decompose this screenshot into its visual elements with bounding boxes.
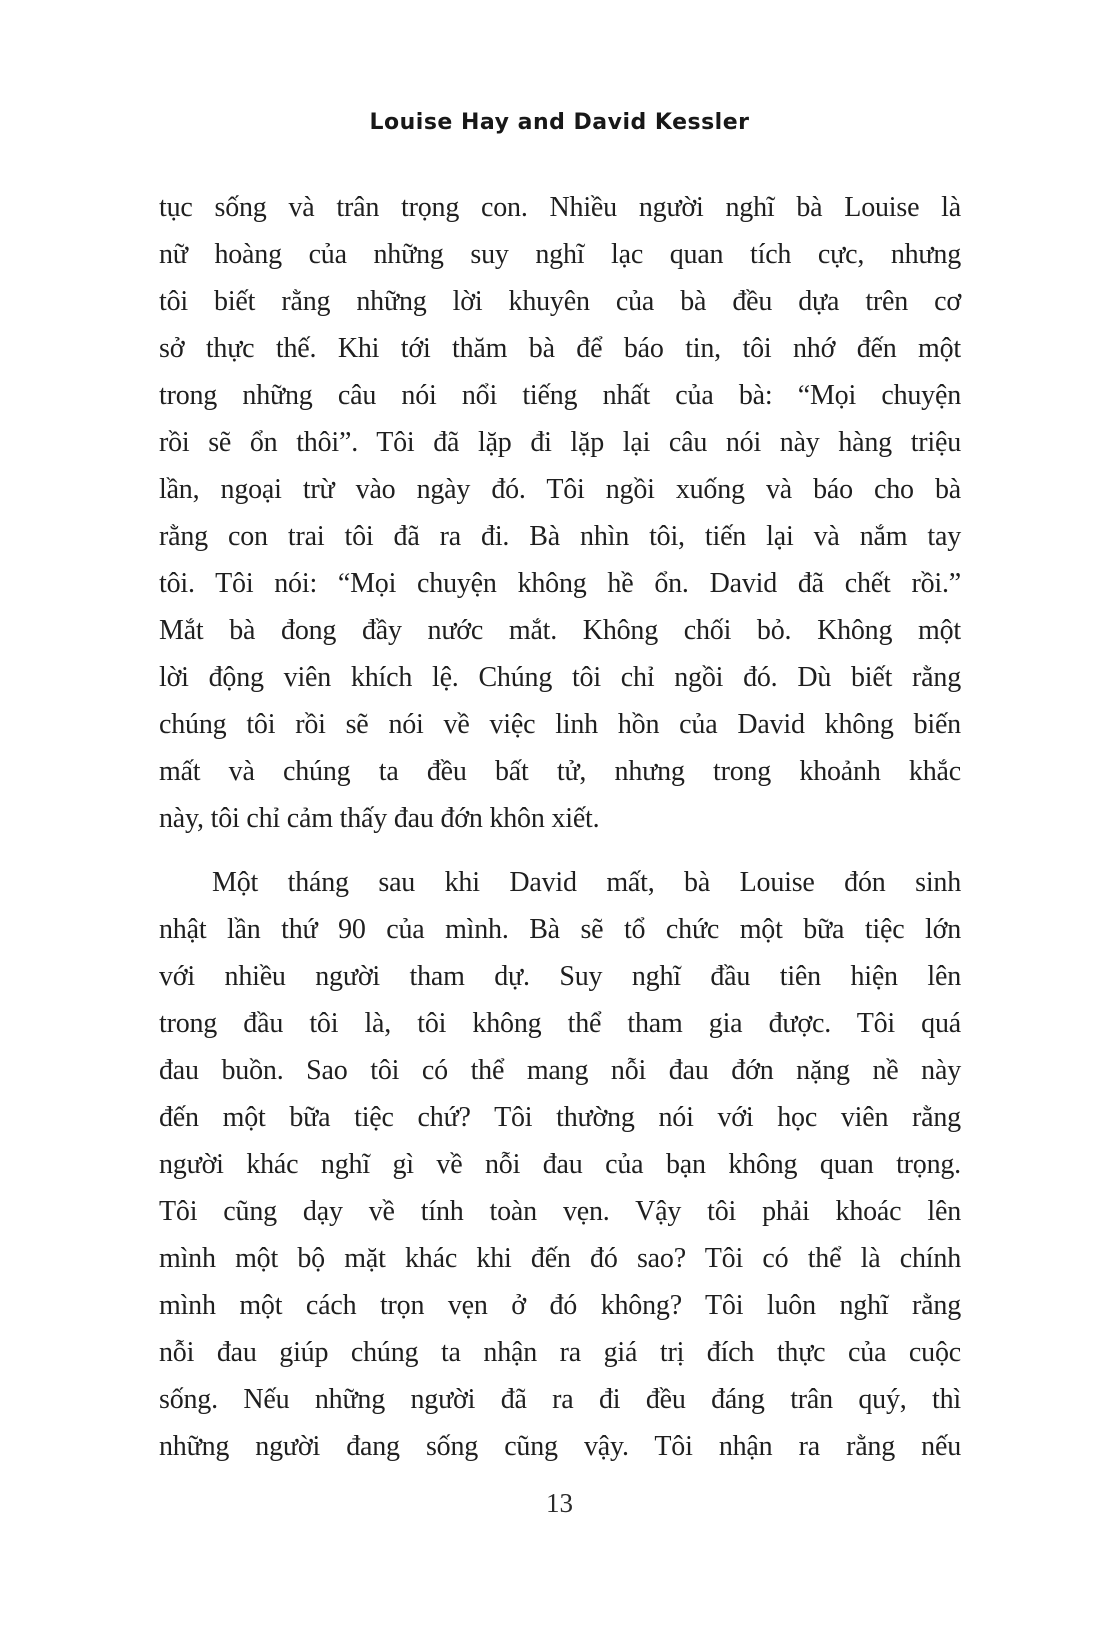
- text-line: này, tôi chỉ cảm thấy đau đớn khôn xiết.: [159, 803, 600, 834]
- text-line: người khác nghĩ gì về nỗi đau của bạn không quan trọng.: [159, 1149, 961, 1180]
- text-line: sống. Nếu những người đã ra đi đều đáng trân quý, thì: [159, 1384, 961, 1415]
- body-text: [159, 184, 961, 1470]
- text-line: với nhiều người tham dự. Suy nghĩ đầu tiên hiện lên: [159, 961, 961, 992]
- text-line: lần, ngoại trừ vào ngày đó. Tôi ngồi xuống và báo cho bà: [159, 474, 961, 505]
- page-number: 13: [546, 1488, 573, 1518]
- running-header: Louise Hay and David Kessler: [369, 110, 750, 135]
- text-line: chúng tôi rồi sẽ nói về việc linh hồn của David không biến: [159, 709, 961, 740]
- text-line: sở thực thế. Khi tới thăm bà để báo tin, tôi nhớ đến một: [159, 333, 961, 364]
- text-line: Mắt bà đong đầy nước mắt. Không chối bỏ. Không một: [159, 615, 961, 646]
- text-line: tôi biết rằng những lời khuyên của bà đều dựa trên cơ: [159, 286, 961, 317]
- text-line: nỗi đau giúp chúng ta nhận ra giá trị đích thực của cuộc: [159, 1337, 961, 1368]
- text-line: mình một bộ mặt khác khi đến đó sao? Tôi có thể là chính: [159, 1243, 961, 1274]
- text-line: mình một cách trọn vẹn ở đó không? Tôi luôn nghĩ rằng: [159, 1290, 961, 1321]
- text-line: trong đầu tôi là, tôi không thể tham gia được. Tôi quá: [159, 1008, 961, 1039]
- text-line: mất và chúng ta đều bất tử, nhưng trong khoảnh khắc: [159, 756, 961, 787]
- text-line: nữ hoàng của những suy nghĩ lạc quan tích cực, nhưng: [159, 239, 961, 270]
- text-line: nhật lần thứ 90 của mình. Bà sẽ tổ chức một bữa tiệc lớn: [159, 914, 961, 945]
- text-line: tôi. Tôi nói: “Mọi chuyện không hề ổn. David đã chết rồi.”: [159, 568, 961, 599]
- text-line: lời động viên khích lệ. Chúng tôi chỉ ngồi đó. Dù biết rằng: [159, 662, 961, 693]
- text-line: Một tháng sau khi David mất, bà Louise đón sinh: [212, 867, 961, 898]
- text-line: rằng con trai tôi đã ra đi. Bà nhìn tôi, tiến lại và nắm tay: [159, 521, 961, 552]
- paragraph-2: [159, 859, 961, 1470]
- text-line: những người đang sống cũng vậy. Tôi nhận ra rằng nếu: [159, 1431, 961, 1462]
- paragraph-1: [159, 184, 961, 842]
- text-line: trong những câu nói nổi tiếng nhất của bà: “Mọi chuyện: [159, 380, 961, 411]
- text-line: đau buồn. Sao tôi có thể mang nỗi đau đớn nặng nề này: [159, 1055, 961, 1086]
- text-line: đến một bữa tiệc chứ? Tôi thường nói với học viên rằng: [159, 1102, 961, 1133]
- text-line: tục sống và trân trọng con. Nhiều người nghĩ bà Louise là: [159, 192, 961, 223]
- text-line: rồi sẽ ổn thôi”. Tôi đã lặp đi lặp lại câu nói này hàng triệu: [159, 427, 961, 458]
- text-line: Tôi cũng dạy về tính toàn vẹn. Vậy tôi phải khoác lên: [159, 1196, 961, 1227]
